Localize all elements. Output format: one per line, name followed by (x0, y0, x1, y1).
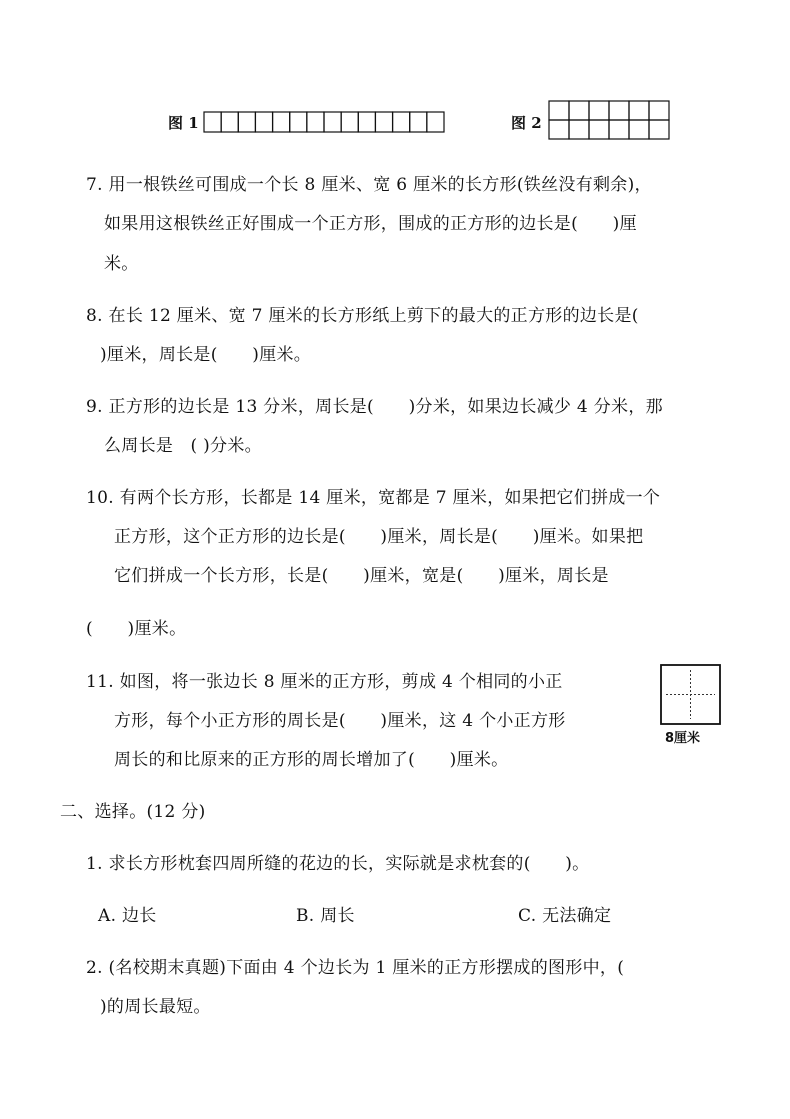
s2-q1-option-c: C. 无法确定 (518, 906, 612, 926)
q11-line-3: 周长的和比原来的正方形的周长增加了( )厘米。 (114, 750, 509, 770)
figure-2-cell (549, 120, 569, 139)
s2-q1-line-1: 1. 求长方形枕套四周所缝的花边的长，实际就是求枕套的( )。 (86, 854, 590, 874)
s2-q2-line-2: )的周长最短。 (100, 997, 211, 1017)
figure-2-cell (629, 120, 649, 139)
figure-1-cell (290, 112, 307, 132)
q10-line-4: ( )厘米。 (86, 619, 187, 639)
figure-1-cell (410, 112, 427, 132)
figure-2-cell (549, 101, 569, 120)
figure-1-cell (341, 112, 358, 132)
s2-q1-option-a: A. 边长 (98, 906, 157, 926)
q7-line-2: 如果用这根铁丝正好围成一个正方形，围成的正方形的边长是( )厘 (104, 214, 637, 234)
figure-1-cell (204, 112, 221, 132)
q7-line-3: 米。 (104, 254, 139, 274)
figure-1-cell (238, 112, 255, 132)
s2-q2-line-1: 2. (名校期末真题)下面由 4 个边长为 1 厘米的正方形摆成的图形中，( (86, 958, 625, 978)
figure-1-cell (273, 112, 290, 132)
q11-square-figure (660, 664, 722, 726)
figure-2-cell (649, 120, 669, 139)
q11-square-label: 8厘米 (665, 731, 701, 746)
figure-2-cell (649, 101, 669, 120)
figure-2-cell (609, 120, 629, 139)
figure-1-cell (358, 112, 375, 132)
figure-1-cell (393, 112, 410, 132)
q9-line-2: 么周长是 ( )分米。 (104, 436, 262, 456)
figure-2-cell (629, 101, 649, 120)
q7-line-1: 7. 用一根铁丝可围成一个长 8 厘米、宽 6 厘米的长方形(铁丝没有剩余)， (86, 175, 652, 195)
figure-1-strip (203, 111, 445, 133)
figure-2-cell (589, 120, 609, 139)
figure-2-cell (589, 101, 609, 120)
figure-1-cell (375, 112, 392, 132)
figure-2-label: 图 2 (511, 114, 542, 132)
figure-1-cell (255, 112, 272, 132)
figure-2-grid (548, 100, 670, 140)
q10-line-1: 10. 有两个长方形，长都是 14 厘米，宽都是 7 厘米，如果把它们拼成一个 (86, 488, 661, 508)
q11-line-1: 11. 如图，将一张边长 8 厘米的正方形，剪成 4 个相同的小正 (86, 672, 563, 692)
figure-2-cell (569, 120, 589, 139)
s2-q1-option-b: B. 周长 (296, 906, 355, 926)
q9-line-1: 9. 正方形的边长是 13 分米，周长是( )分米，如果边长减少 4 分米，那 (86, 397, 663, 417)
q10-line-3: 它们拼成一个长方形，长是( )厘米，宽是( )厘米，周长是 (114, 566, 609, 586)
figure-1-cell (221, 112, 238, 132)
q11-line-2: 方形，每个小正方形的周长是( )厘米，这 4 个小正方形 (114, 711, 566, 731)
figure-2-cell (609, 101, 629, 120)
figure-1-cell (427, 112, 444, 132)
figure-1-cell (307, 112, 324, 132)
figure-1-label: 图 1 (168, 114, 199, 132)
q8-line-2: )厘米，周长是( )厘米。 (100, 345, 312, 365)
figure-1-cell (324, 112, 341, 132)
figure-2-cell (569, 101, 589, 120)
q8-line-1: 8. 在长 12 厘米、宽 7 厘米的长方形纸上剪下的最大的正方形的边长是( (86, 306, 639, 326)
section-2-heading: 二、选择。(12 分) (60, 802, 206, 822)
q10-line-2: 正方形，这个正方形的边长是( )厘米，周长是( )厘米。如果把 (114, 527, 644, 547)
